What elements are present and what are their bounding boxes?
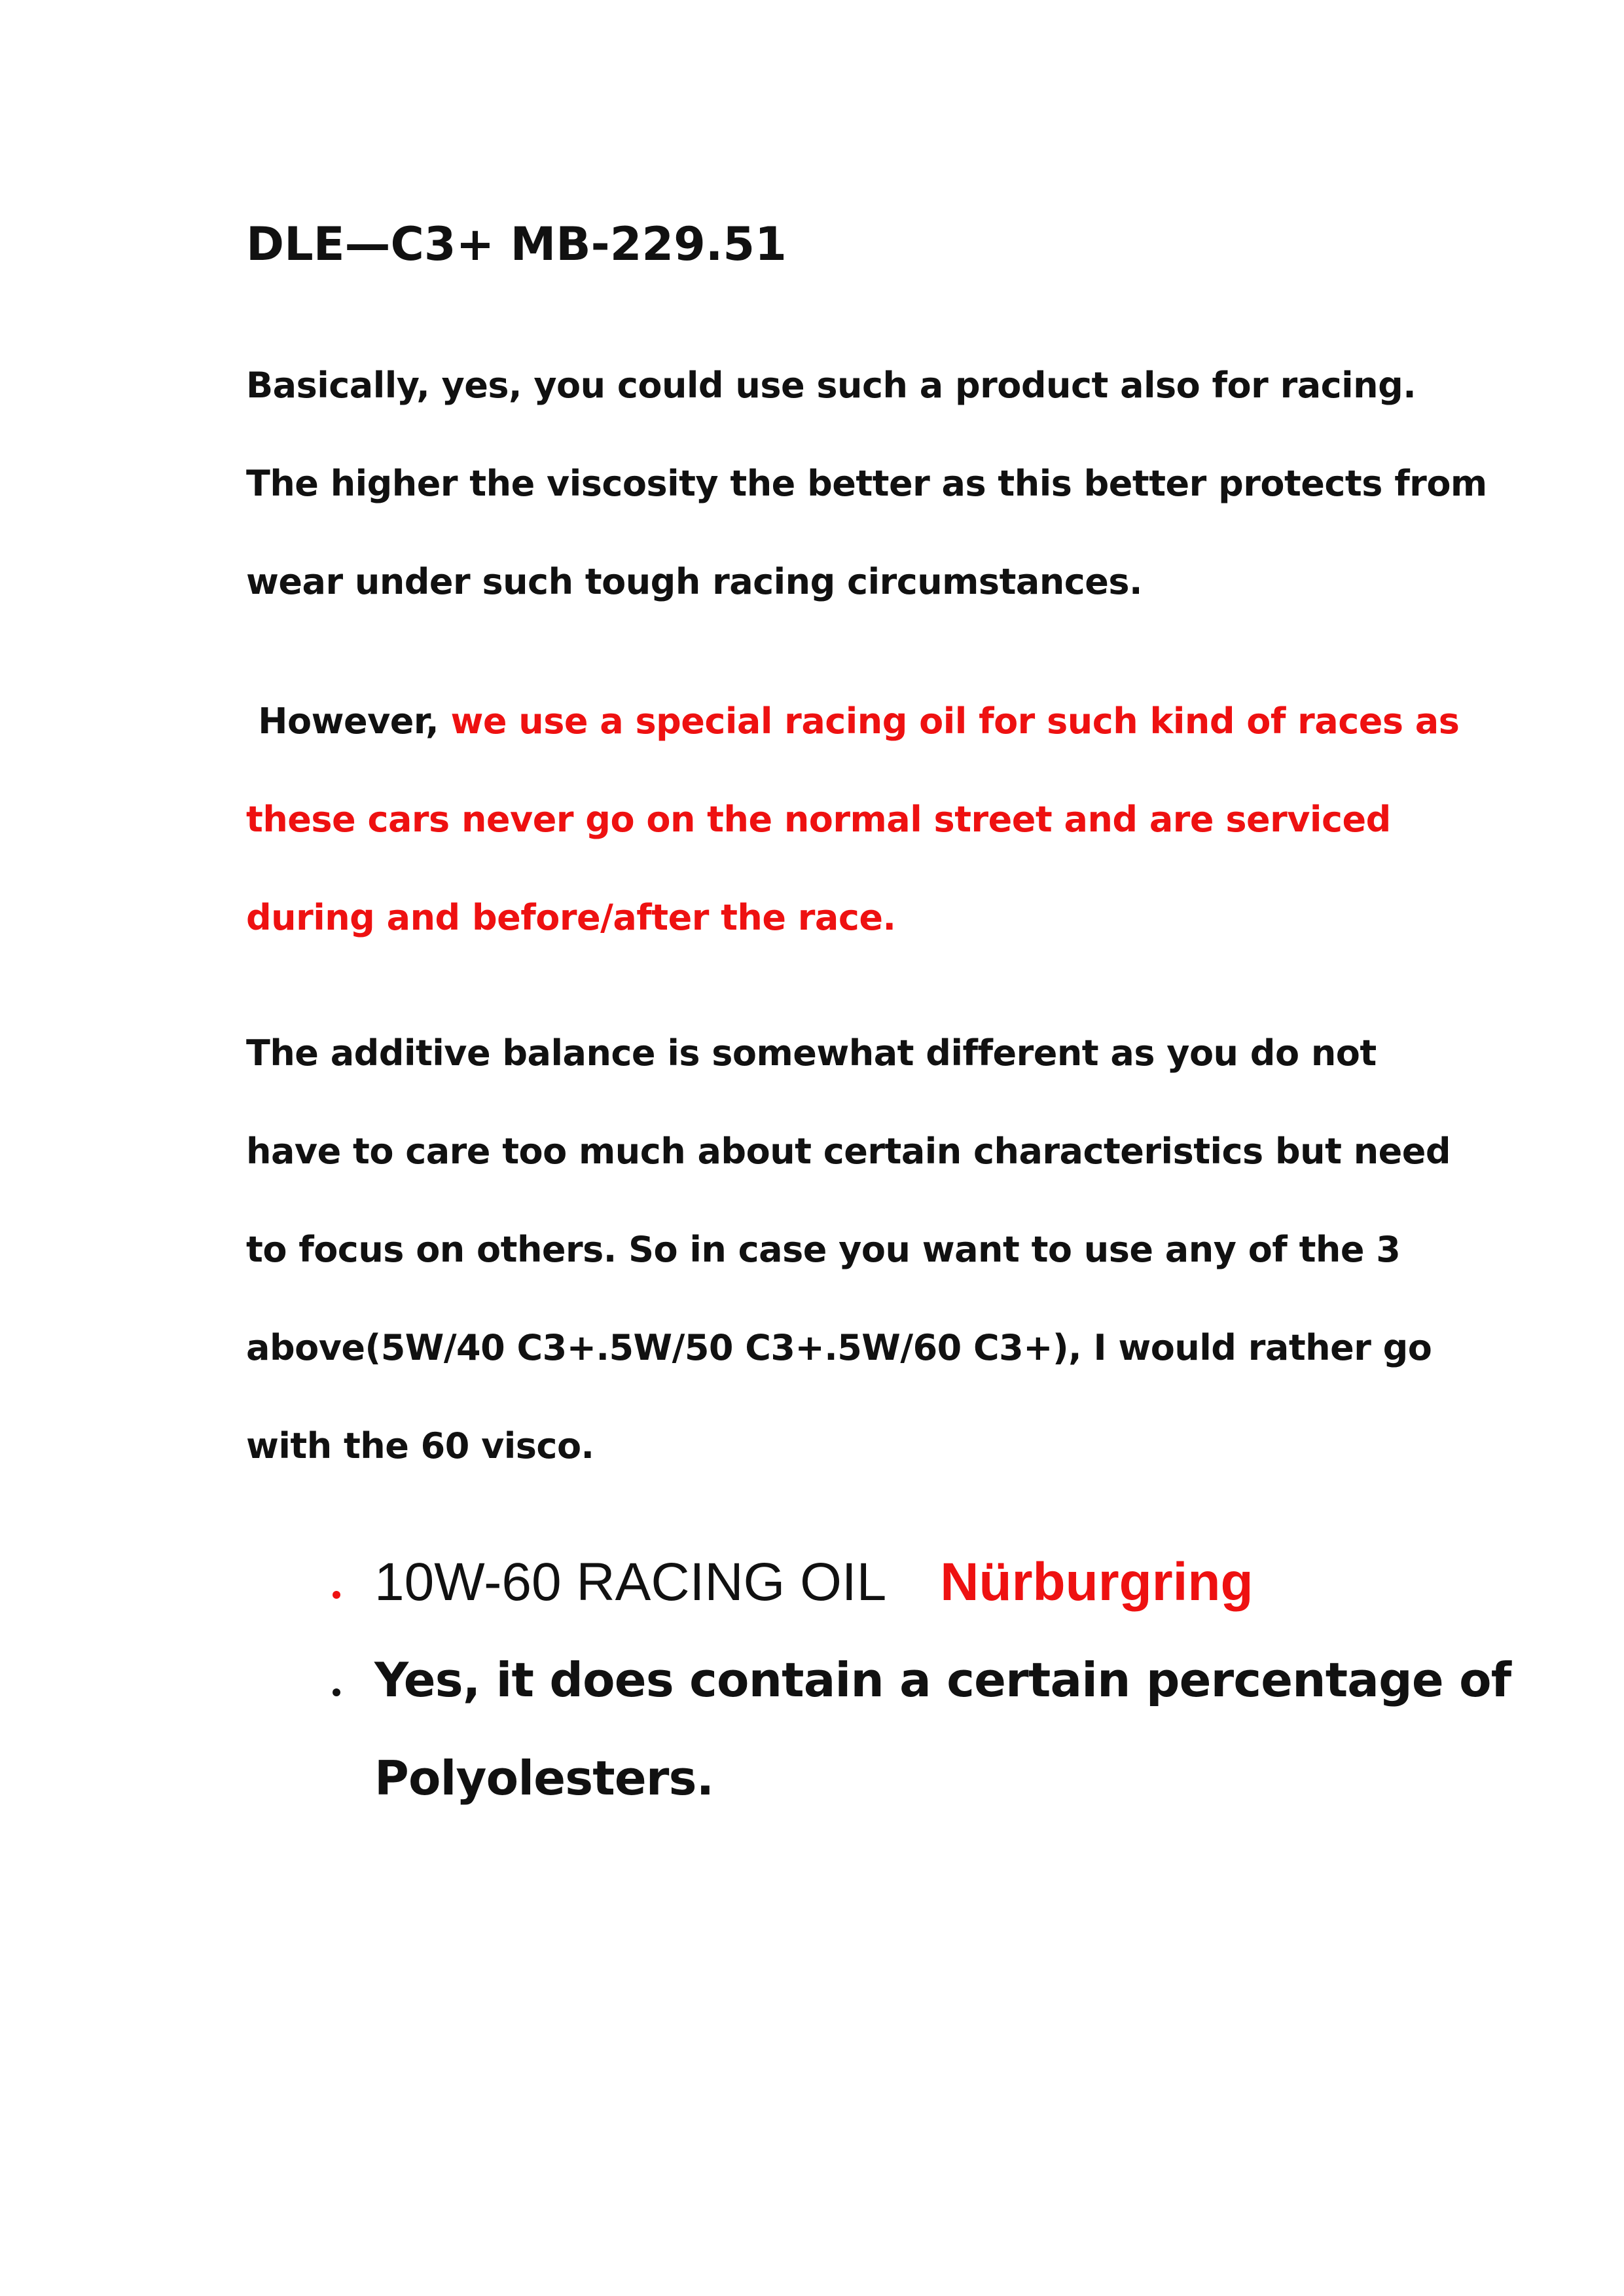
bullet-dot-red	[333, 1591, 340, 1599]
nurburgring-highlight: Nürburgring	[940, 1552, 1254, 1612]
bullet-item-polyolesters-line2: Polyolesters.	[374, 1751, 714, 1806]
paragraph1-line3: wear under such tough racing circumstances.	[246, 561, 1143, 602]
paragraph3-line3: to focus on others. So in case you want to use any of the 3	[246, 1229, 1401, 1270]
paragraph2-lead: However,	[246, 701, 451, 742]
paragraph3-line5: with the 60 visco.	[246, 1425, 594, 1467]
paragraph2-line2: these cars never go on the normal street and are serviced	[246, 799, 1391, 840]
bullet-dot-black	[333, 1688, 340, 1696]
paragraph2-line1	[246, 701, 1460, 742]
paragraph3-line2: have to care too much about certain characteristics but need	[246, 1131, 1451, 1172]
paragraph2-line3: during and before/after the race.	[246, 897, 896, 938]
bullet-item-polyolesters-line1: Yes, it does contain a certain percentage of	[374, 1652, 1511, 1707]
racing-oil-text: 10W-60 RACING OIL	[374, 1552, 887, 1612]
paragraph2-red-text: we use a special racing oil for such kind of races as	[450, 701, 1460, 742]
paragraph3-line1: The additive balance is somewhat different as you do not	[246, 1032, 1377, 1074]
bullet-item-racing-oil	[374, 1552, 1254, 1612]
document-title: DLE—C3+ MB-229.51	[246, 217, 787, 271]
paragraph3-line4: above(5W/40 C3+.5W/50 C3+.5W/60 C3+), I would rather go	[246, 1327, 1432, 1368]
paragraph1-line2: The higher the viscosity the better as this better protects from	[246, 463, 1487, 504]
paragraph1-line1: Basically, yes, you could use such a product also for racing.	[246, 365, 1416, 406]
